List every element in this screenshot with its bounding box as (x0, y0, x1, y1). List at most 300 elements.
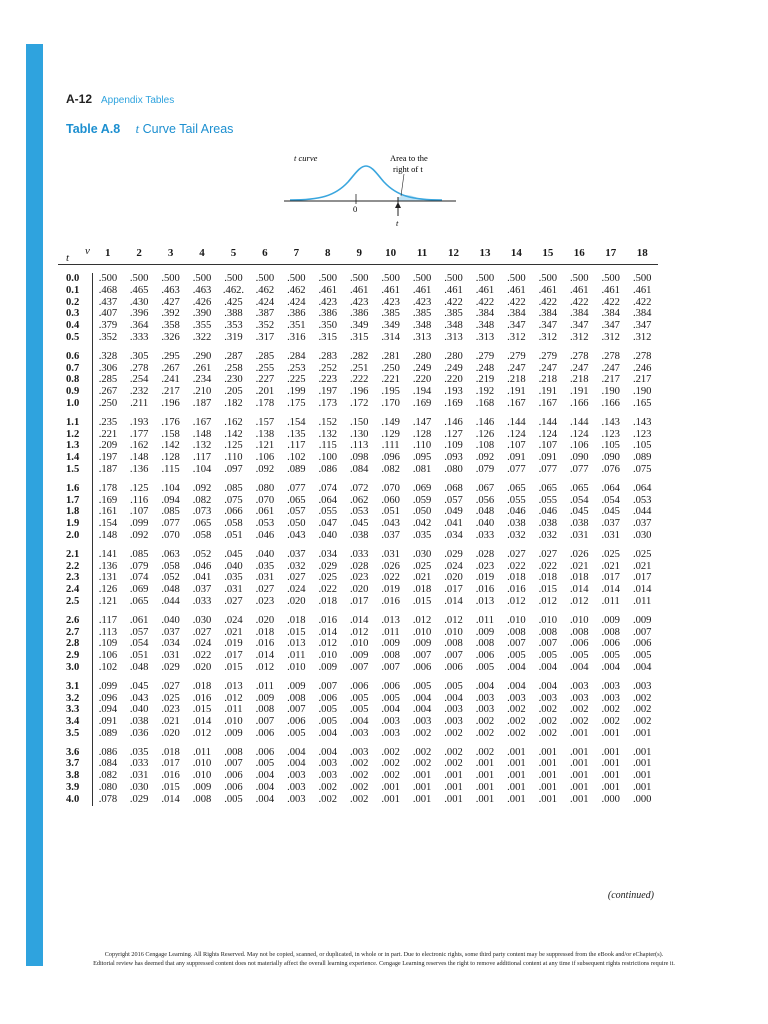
tail-area-cell: .178 (98, 482, 118, 494)
tail-area-cell: .012 (318, 638, 338, 650)
tail-area-cell: .006 (349, 680, 369, 692)
t-value-cell: 1.3 (58, 440, 92, 452)
tail-area-cell: .048 (161, 584, 180, 596)
table-row (58, 363, 658, 375)
tail-area-cell: .002 (538, 716, 558, 728)
tail-area-cell: .035 (255, 560, 275, 572)
table-row (58, 572, 658, 584)
df-header-cell: 4 (199, 247, 205, 259)
tail-area-cell: .121 (255, 440, 275, 452)
t-value-cell: 2.2 (58, 561, 92, 573)
tail-area-cell: .249 (444, 362, 463, 374)
tail-area-cell: .461 (381, 284, 400, 296)
tail-area-cell: .074 (129, 572, 149, 584)
tail-area-cell: .312 (507, 331, 526, 343)
t-value-cell: 3.8 (58, 770, 92, 782)
nu-symbol: ν (85, 245, 90, 257)
tail-area-cell: .073 (192, 506, 212, 518)
tail-area-cell: .003 (412, 716, 432, 728)
tail-area-cell: .018 (318, 595, 338, 607)
tail-area-cell: .031 (255, 572, 275, 584)
tail-area-cell: .020 (255, 614, 275, 626)
table-row (58, 320, 658, 332)
tail-area-cell: .029 (129, 793, 149, 805)
tail-area-cell: .462 (287, 284, 306, 296)
tail-area-cell: .005 (349, 704, 369, 716)
tail-area-cell: .008 (570, 626, 589, 638)
tail-area-cell: .012 (349, 626, 369, 638)
tail-area-cell: .002 (507, 704, 526, 716)
table-row (58, 650, 658, 662)
tail-area-cell: .001 (444, 793, 463, 805)
tail-area-cell: .002 (507, 716, 526, 728)
tail-area-cell: .005 (255, 758, 275, 770)
df-header-cell: 12 (448, 247, 460, 259)
tail-area-cell: .065 (129, 595, 149, 607)
tail-area-cell: .004 (601, 661, 620, 673)
df-header-cell: 1 (104, 247, 111, 259)
tail-area-cell: .006 (444, 661, 463, 673)
tail-area-cell: .061 (255, 506, 275, 518)
t-value-cell: 1.2 (58, 429, 92, 441)
table-row (58, 561, 658, 573)
tail-area-cell: .011 (381, 626, 400, 638)
tail-area-cell: .006 (287, 716, 306, 728)
continued-note: (continued) (607, 890, 654, 901)
tail-area-cell: .001 (601, 770, 620, 782)
tail-area-cell: .008 (381, 650, 400, 662)
tail-area-cell: .158 (161, 428, 180, 440)
tail-area-cell: .086 (318, 463, 338, 475)
tail-area-cell: .191 (538, 386, 558, 398)
tail-area-cell: .427 (161, 296, 180, 308)
header-rule-cell (58, 265, 658, 274)
tail-area-cell: .016 (161, 770, 180, 782)
tail-area-cell: .018 (507, 572, 526, 584)
tail-area-cell: .157 (255, 416, 275, 428)
tail-area-cell: .014 (255, 650, 275, 662)
tail-area-cell: .113 (350, 440, 369, 452)
tail-area-cell: .003 (381, 716, 400, 728)
tail-area-cell: .004 (632, 661, 652, 673)
tail-area-cell: .001 (570, 782, 589, 794)
table-row (58, 351, 658, 363)
tail-area-cell: .326 (161, 331, 180, 343)
table-row (58, 596, 658, 608)
tail-area-cell: .187 (192, 397, 212, 409)
tail-area-cell: .001 (507, 746, 526, 758)
tail-area-cell: .034 (444, 529, 463, 541)
tail-area-cell: .352 (255, 320, 275, 332)
tail-area-cell: .019 (224, 638, 243, 650)
tail-area-cell: .002 (444, 746, 463, 758)
tail-area-cell: .002 (507, 727, 526, 739)
tail-area-cell: .086 (98, 746, 118, 758)
tail-area-cell: .124 (507, 428, 526, 440)
tail-area-cell: .012 (224, 692, 243, 704)
tail-area-cell: .064 (632, 482, 652, 494)
tail-area-cell: .001 (632, 770, 652, 782)
df-header-cell: 14 (510, 247, 522, 259)
t-value-cell: 3.3 (58, 704, 92, 716)
tail-area-cell: .017 (444, 584, 463, 596)
tail-area-cell: .015 (192, 704, 212, 716)
tail-area-cell: .021 (224, 626, 243, 638)
tail-area-cell: .069 (129, 584, 149, 596)
tail-area-cell: .019 (381, 584, 400, 596)
tail-area-cell: .003 (601, 692, 620, 704)
tail-area-cell: .199 (287, 386, 306, 398)
tail-area-cell: .230 (224, 374, 243, 386)
tail-area-cell: .041 (444, 518, 463, 530)
tail-area-cell: .020 (287, 595, 306, 607)
tail-area-cell: .001 (475, 793, 495, 805)
tail-area-cell: .007 (318, 680, 338, 692)
tail-area-cell: .312 (632, 331, 652, 343)
group-gap-row (58, 674, 658, 681)
tail-area-cell: .001 (632, 746, 652, 758)
tail-area-cell: .500 (412, 273, 432, 284)
tail-area-cell: .002 (349, 770, 369, 782)
t-value-cell: 0.3 (58, 308, 92, 320)
t-value-cell: 2.0 (58, 530, 92, 542)
t-value-cell: 1.4 (58, 452, 92, 464)
tail-area-cell: .422 (507, 296, 526, 308)
tail-area-cell: .150 (349, 416, 369, 428)
tail-area-cell: .004 (412, 692, 432, 704)
tail-area-cell: .166 (601, 397, 620, 409)
t-value-cell: 2.8 (58, 638, 92, 650)
tail-area-cell: .009 (381, 638, 400, 650)
tail-area-cell: .023 (475, 560, 495, 572)
tail-area-cell: .007 (538, 638, 558, 650)
tail-area-cell: .116 (130, 494, 149, 506)
tail-area-cell: .384 (475, 308, 495, 320)
tail-area-cell: .007 (507, 638, 526, 650)
table-caption-rest: Curve Tail Areas (139, 122, 234, 136)
tail-area-cell: .008 (601, 626, 620, 638)
tail-area-cell: .077 (538, 463, 558, 475)
tail-area-cell: .461 (412, 284, 432, 296)
tail-area-cell: .058 (224, 518, 243, 530)
group-gap-cell (58, 476, 92, 483)
table-row (58, 704, 658, 716)
t-value-cell: 0.1 (58, 285, 92, 297)
tail-area-cell: .384 (632, 308, 652, 320)
tail-area-cell: .353 (224, 320, 243, 332)
tail-area-cell: .017 (161, 758, 180, 770)
tail-area-cell: .010 (318, 650, 338, 662)
tail-area-cell: .500 (192, 273, 212, 284)
tail-area-cell: .099 (98, 680, 118, 692)
t-axis-label: t (396, 218, 399, 228)
tail-area-cell: .057 (287, 506, 306, 518)
tail-area-cell: .387 (255, 308, 275, 320)
tail-area-cell: .006 (318, 692, 338, 704)
tail-area-cell: .115 (161, 463, 180, 475)
tail-area-cell: .034 (161, 638, 180, 650)
tail-area-cell: .123 (601, 428, 620, 440)
df-header-cell: 15 (542, 247, 554, 259)
tail-area-cell: .217 (601, 374, 620, 386)
tail-area-cell: .425 (224, 296, 243, 308)
tail-area-cell: .173 (318, 397, 338, 409)
tail-area-cell: .465 (129, 284, 149, 296)
tail-area-cell: .136 (98, 560, 118, 572)
tail-area-cell: .250 (98, 397, 118, 409)
tail-area-cell: .195 (381, 386, 400, 398)
tail-area-cell: .109 (444, 440, 463, 452)
tail-area-cell: .016 (255, 638, 275, 650)
tail-area-cell: .057 (444, 494, 463, 506)
table-label: Table A.8 (66, 122, 121, 136)
t-value-cell: 3.2 (58, 693, 92, 705)
tail-area-cell: .100 (318, 452, 338, 464)
tail-area-cell: .002 (632, 716, 652, 728)
group-gap-fill (92, 608, 658, 615)
tail-area-cell: .107 (538, 440, 558, 452)
tail-area-cell: .008 (475, 638, 495, 650)
tail-area-cell: .096 (381, 452, 400, 464)
tail-area-cell: .012 (570, 595, 589, 607)
tail-area-cell: .500 (129, 273, 149, 284)
tail-area-cell: .025 (412, 560, 432, 572)
tail-area-cell: .109 (98, 638, 118, 650)
tail-area-cell: .193 (129, 416, 149, 428)
tail-area-cell: .223 (318, 374, 338, 386)
tail-area-cell: .148 (98, 529, 118, 541)
tail-area-cell: .029 (444, 548, 463, 560)
tail-area-cell: .126 (475, 428, 495, 440)
tail-area-cell: .053 (632, 494, 652, 506)
tail-area-cell: .169 (412, 397, 432, 409)
tail-area-cell: .104 (161, 482, 180, 494)
tail-area-cell: .161 (98, 506, 118, 518)
tail-area-cell: .009 (255, 692, 275, 704)
tail-area-cell: .008 (507, 626, 526, 638)
tail-area-cell: .002 (318, 793, 338, 805)
tail-area-cell: .004 (318, 727, 338, 739)
group-gap-row (58, 410, 658, 417)
tail-area-cell: .006 (381, 680, 400, 692)
tail-area-cell: .312 (570, 331, 589, 343)
df-header-cell: 5 (230, 247, 237, 259)
tail-area-cell: .009 (349, 650, 369, 662)
tail-area-cell: .175 (287, 397, 306, 409)
tail-area-cell: .007 (349, 661, 369, 673)
tail-area-cell: .004 (255, 782, 275, 794)
tail-area-cell: .010 (570, 614, 589, 626)
tail-area-cell: .091 (538, 452, 558, 464)
area-label-line1: Area to the (390, 153, 428, 163)
tail-area-cell: .032 (507, 529, 526, 541)
tail-area-cell: .384 (570, 308, 589, 320)
tail-area-cell: .085 (129, 548, 149, 560)
tail-area-cell: .315 (349, 331, 369, 343)
tail-area-cell: .001 (601, 746, 620, 758)
tail-area-cell: .246 (632, 362, 652, 374)
tail-area-cell: .312 (601, 331, 620, 343)
tail-area-cell: .077 (287, 482, 306, 494)
tail-area-cell: .003 (475, 704, 495, 716)
tail-area-cell: .249 (412, 362, 432, 374)
tail-area-cell: .197 (98, 452, 118, 464)
t-value-cell: 3.7 (58, 758, 92, 770)
tail-area-cell: .461 (632, 284, 652, 296)
tail-area-cell: .040 (129, 704, 149, 716)
group-gap-fill (92, 740, 658, 747)
tail-area-cell: .015 (161, 782, 180, 794)
tail-area-cell: .084 (349, 463, 369, 475)
tail-area-cell: .287 (224, 350, 243, 362)
copyright-line-1: Copyright 2016 Cengage Learning. All Rights Reserved. May not be copied, scanned, or duplicated, in whole or in part. Due to electronic rights, some third party content may be suppressed from the eBook and/or eChapter(s). (104, 951, 664, 958)
tail-area-cell: .142 (161, 440, 180, 452)
t-marker-arrow (395, 202, 401, 208)
tail-area-cell: .003 (287, 793, 306, 805)
tail-area-cell: .079 (129, 560, 149, 572)
tail-area-cell: .500 (507, 273, 526, 284)
tail-area-cell: .002 (475, 746, 495, 758)
tail-area-cell: .070 (381, 482, 400, 494)
tail-area-cell: .011 (601, 595, 620, 607)
tail-area-cell: .135 (287, 428, 306, 440)
tail-area-cell: .015 (287, 626, 306, 638)
tail-area-cell: .003 (632, 680, 652, 692)
tail-area-cell: .038 (538, 518, 558, 530)
tail-area-cell: .123 (632, 428, 652, 440)
tail-area-cell: .008 (287, 692, 306, 704)
tail-area-cell: .068 (444, 482, 463, 494)
tail-area-cell: .040 (318, 529, 338, 541)
tail-area-cell: .020 (192, 661, 212, 673)
tail-area-cell: .384 (538, 308, 558, 320)
tail-area-cell: .001 (381, 782, 400, 794)
tail-area-cell: .016 (507, 584, 526, 596)
tail-area-cell: .461 (349, 284, 369, 296)
df-header-cell: 6 (262, 247, 268, 259)
tail-area-cell: .035 (129, 746, 149, 758)
tail-area-cell: .002 (381, 746, 400, 758)
tail-area-cell: .001 (632, 758, 652, 770)
tail-area-cell: .008 (444, 638, 463, 650)
tail-area-cell: .037 (632, 518, 652, 530)
tail-area-cell: .007 (287, 704, 306, 716)
tail-area-cell: .003 (381, 727, 400, 739)
tail-area-cell: .026 (381, 560, 400, 572)
tail-area-cell: .305 (129, 350, 149, 362)
tail-area-cell: .280 (412, 350, 432, 362)
group-gap-cell (58, 542, 92, 549)
tail-area-cell: .009 (632, 614, 652, 626)
tail-area-cell: .107 (507, 440, 526, 452)
tail-area-cell: .033 (475, 529, 495, 541)
tail-area-cell: .012 (255, 661, 275, 673)
tail-area-cell: .020 (444, 572, 463, 584)
table-row (58, 770, 658, 782)
tail-area-cell: .007 (444, 650, 463, 662)
tail-area-cell: .319 (224, 331, 243, 343)
group-gap-fill (92, 674, 658, 681)
tail-area-cell: .014 (318, 626, 338, 638)
tail-area-cell: .423 (318, 296, 338, 308)
tail-area-cell: .090 (570, 452, 589, 464)
tail-area-cell: .462 (255, 284, 275, 296)
tail-area-cell: .038 (349, 529, 369, 541)
tail-area-cell: .121 (98, 595, 118, 607)
tail-area-cell: .054 (570, 494, 589, 506)
tail-area-cell: .002 (349, 782, 369, 794)
tail-area-cell: .012 (412, 614, 432, 626)
tail-area-cell: .348 (444, 320, 463, 332)
tail-area-cell: .031 (381, 548, 400, 560)
tail-area-cell: .253 (287, 362, 306, 374)
t-value-cell: 0.9 (58, 386, 92, 398)
table-row (58, 584, 658, 596)
tail-area-cell: .037 (161, 626, 180, 638)
t-value-cell: 0.6 (58, 351, 92, 363)
tail-area-cell: .018 (538, 572, 558, 584)
tail-area-cell: .013 (224, 680, 243, 692)
tail-area-cell: .201 (255, 386, 275, 398)
tail-area-cell: .016 (318, 614, 338, 626)
tail-area-cell: .025 (161, 692, 180, 704)
tail-area-cell: .004 (287, 758, 306, 770)
tail-area-cell: .105 (601, 440, 620, 452)
tail-area-cell: .075 (632, 463, 652, 475)
tail-area-cell: .058 (192, 529, 212, 541)
tail-area-cell: .010 (224, 716, 243, 728)
tail-area-cell: .162 (129, 440, 149, 452)
group-gap-cell (58, 344, 92, 351)
tail-area-cell: .182 (224, 397, 243, 409)
tail-area-cell: .197 (318, 386, 338, 398)
tail-area-cell: .001 (601, 782, 620, 794)
df-header-cell: 16 (573, 247, 585, 259)
tail-area-cell: .076 (601, 463, 620, 475)
tail-area-cell: .006 (475, 650, 495, 662)
tail-area-cell: .232 (129, 386, 149, 398)
group-gap-row (58, 740, 658, 747)
tail-area-cell: .010 (192, 770, 212, 782)
tail-area-cell: .422 (475, 296, 495, 308)
tail-area-cell: .422 (632, 296, 652, 308)
tail-area-cell: .077 (161, 518, 180, 530)
tail-area-cell: .056 (475, 494, 495, 506)
tail-area-cell: .000 (632, 793, 652, 805)
tail-area-cell: .312 (538, 331, 558, 343)
tail-area-cell: .075 (224, 494, 243, 506)
t-curve-figure (280, 152, 460, 232)
tail-area-cell: .315 (318, 331, 338, 343)
tail-area-cell: .141 (98, 548, 118, 560)
tail-area-cell: .235 (98, 416, 118, 428)
tail-area-cell: .218 (538, 374, 558, 386)
tail-area-cell: .055 (538, 494, 558, 506)
table-row (58, 452, 658, 464)
df-header-cell: 8 (325, 247, 331, 259)
tail-area-cell: .004 (444, 692, 463, 704)
tail-area-cell: .008 (192, 793, 212, 805)
tail-area-cell: .009 (475, 626, 495, 638)
tail-area-cell: .191 (507, 386, 526, 398)
tail-area-cell: .007 (224, 758, 243, 770)
tail-area-cell: .082 (98, 770, 118, 782)
tail-area-cell: .001 (507, 770, 526, 782)
tail-area-cell: .129 (381, 428, 400, 440)
tail-area-cell: .096 (98, 692, 118, 704)
tail-area-cell: .001 (475, 758, 495, 770)
tail-area-cell: .313 (475, 331, 495, 343)
